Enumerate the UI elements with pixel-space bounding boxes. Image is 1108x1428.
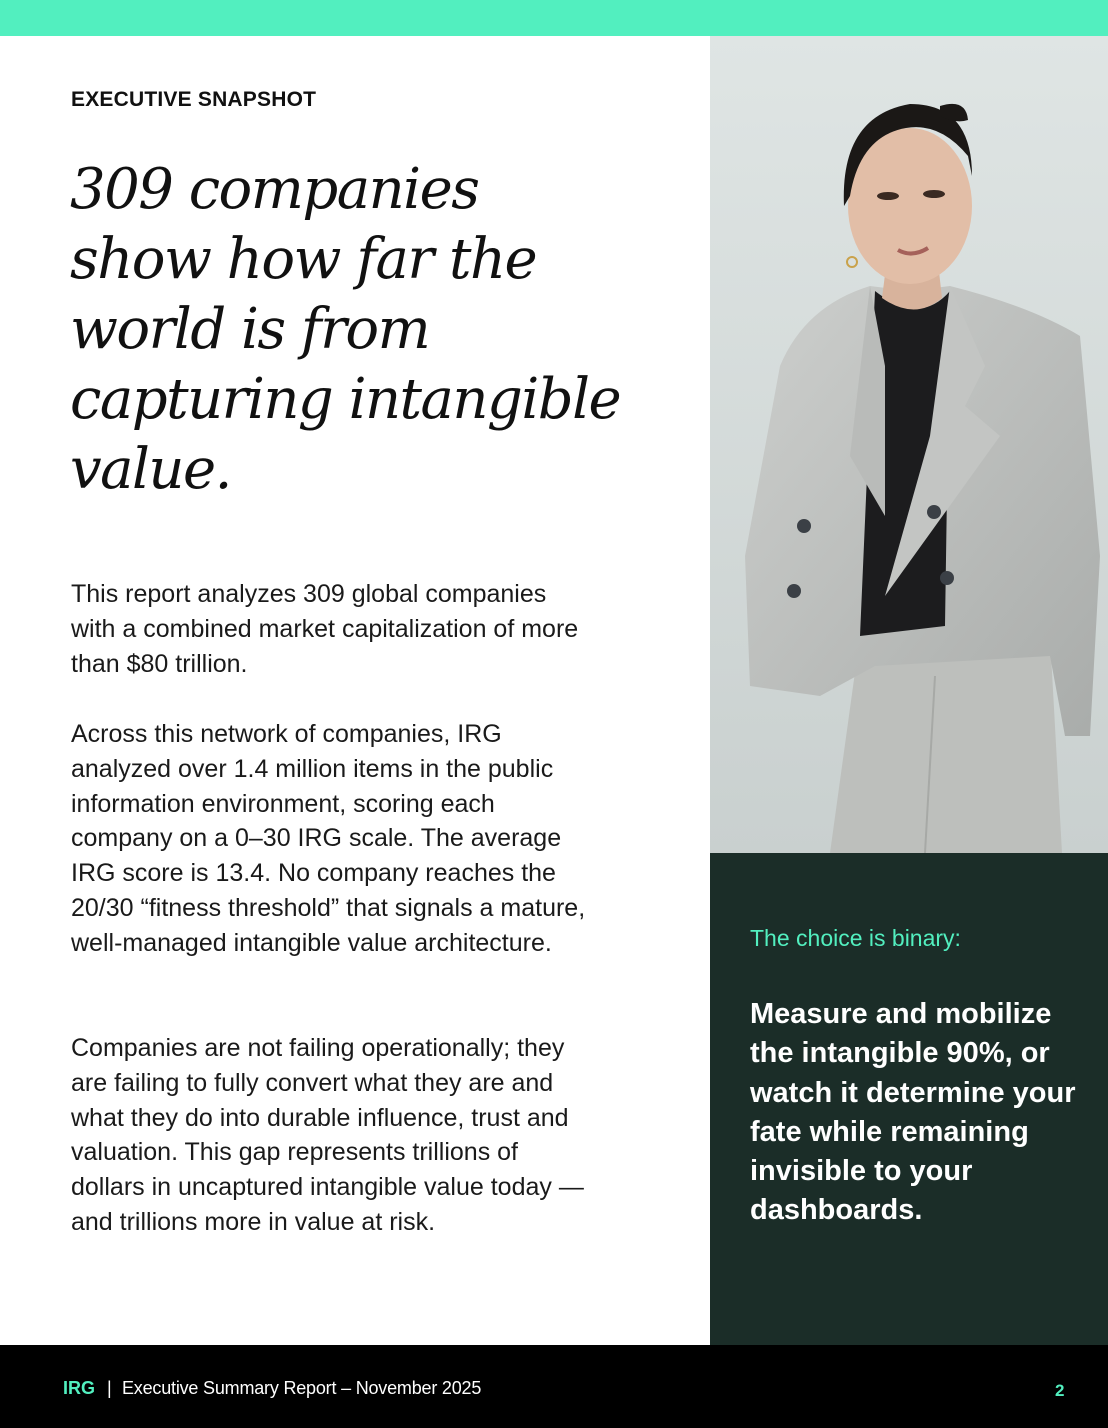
callout-statement: Measure and mobilize the intangible 90%, or watch it determine your fate while remaining invisible to your dashboards. xyxy=(750,998,1076,1227)
footer-separator: | xyxy=(107,1378,112,1398)
callout-panel xyxy=(710,853,1108,1345)
footer-brand: IRG xyxy=(63,1378,96,1398)
page-number: 2 xyxy=(1055,1381,1065,1400)
body-paragraph-1: This report analyzes 309 global companies with a combined market capitalization of more than $80 trillion. xyxy=(71,580,579,678)
portrait-photo xyxy=(710,36,1108,853)
footer-title: Executive Summary Report – November 2025 xyxy=(122,1378,482,1398)
section-eyebrow: EXECUTIVE SNAPSHOT xyxy=(71,88,317,111)
portrait-illustration xyxy=(710,36,1108,853)
page-footer xyxy=(0,1345,1108,1428)
page-headline: 309 companies show how far the world is from capturing intangible value. xyxy=(70,157,621,502)
body-paragraph-3: Companies are not failing operationally; they are failing to fully convert what they are and what they do into durable influence, trust and valuation. This gap represents trillions of dollars in uncaptured intangible value today — and trillions more in value at risk. xyxy=(71,1034,584,1236)
callout-lead: The choice is binary: xyxy=(750,925,961,951)
body-paragraph-2: Across this network of companies, IRG analyzed over 1.4 million items in the public information environment, scoring each company on a 0–30 IRG scale. The average IRG score is 13.4. No company reaches the 20/30 “fitness threshold” that signals a mature, well-managed intangible value architecture. xyxy=(71,720,586,957)
top-accent-bar xyxy=(0,0,1108,36)
